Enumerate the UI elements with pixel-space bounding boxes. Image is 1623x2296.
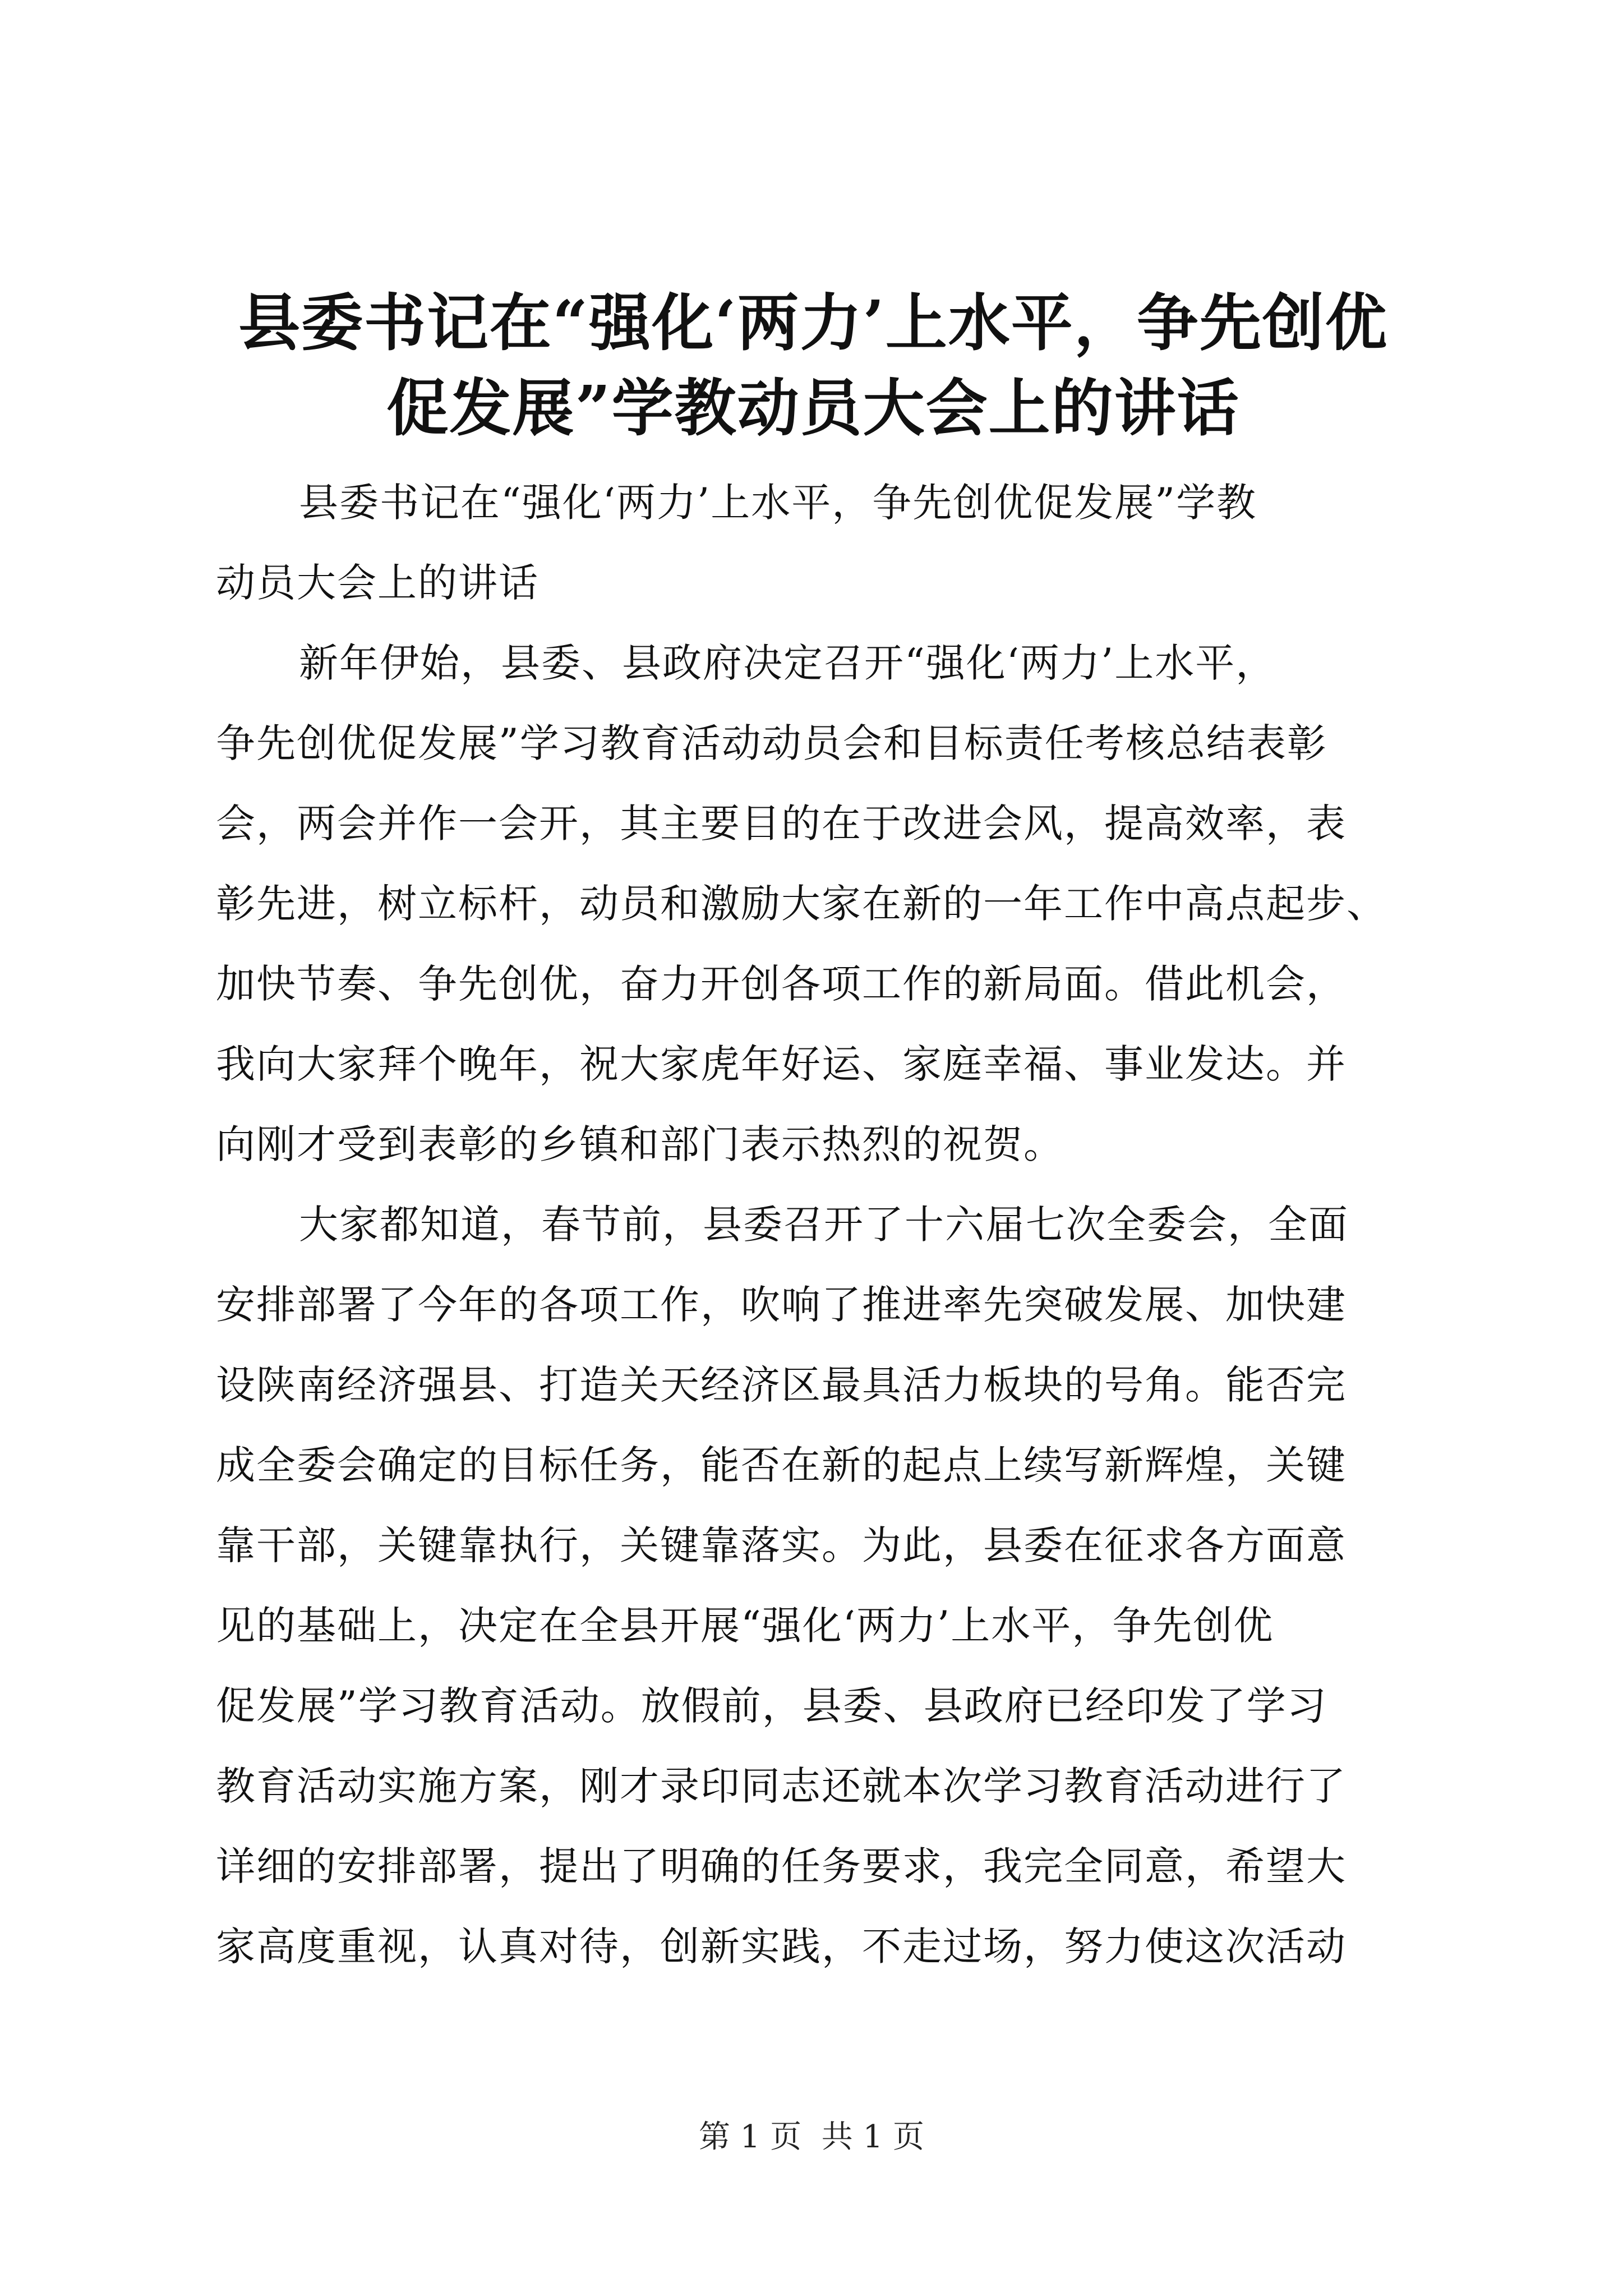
document-title: 县委书记在“强化‘两力’上水平，争先创优 促发展”学教动员大会上的讲话 [238, 287, 1388, 444]
paragraph-heading-repeat: 县委书记在“强化‘两力’上水平，争先创优促发展”学教 动员大会上的讲话 [216, 480, 1257, 606]
document-body [216, 463, 1410, 1987]
page-footer: 第 1 页 共 1 页 [698, 2119, 925, 2155]
paragraph-opening: 新年伊始，县委、县政府决定召开“强化‘两力’上水平， 争先创优促发展”学习教育活动动员会和目标责任考核总结表彰 会，两会并作一会开，其主要目的在于改进会风，提高效率，表 彰先进，树立标杆，动员和激励大家在新的一年工作中高点起步、 加快节奏、争先创优，奋力开创各项工作的新局面。借此机会， 我向大家拜个晚年，祝大家虎年好运、家庭幸福、事业发达。并 向刚才受到表彰的乡镇和部门表示热烈的祝贺。 [216, 640, 1387, 1167]
paragraph-background: 大家都知道，春节前，县委召开了十六届七次全委会，全面 安排部署了今年的各项工作，吹响了推进率先突破发展、加快建 设陕南经济强县、打造关天经济区最具活力板块的号角。能否完 成全委会确定的目标任务，能否在新的起点上续写新辉煌，关键 靠干部，关键靠执行，关键靠落实。为此，县委在征求各方面意 见的基础上，决定在全县开展“强化‘两力’上水平，争先创优 促发展”学习教育活动。放假前，县委、县政府已经印发了学习 教育活动实施方案，刚才录印同志还就本次学习教育活动进行了 详细的安排部署，提出了明确的任务要求，我完全同意，希望大 家高度重视，认真对待，创新实践，不走过场，努力使这次活动 [216, 1202, 1349, 1970]
